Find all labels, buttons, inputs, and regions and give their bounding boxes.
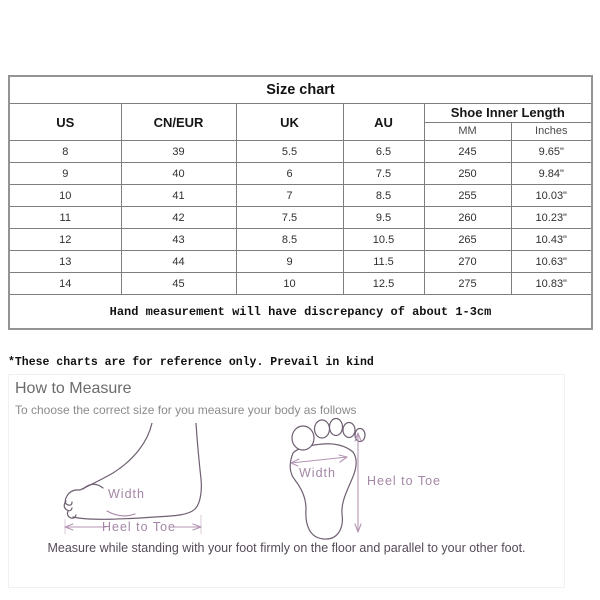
column-header-au: AU <box>343 104 424 141</box>
column-header-mm: MM <box>424 122 511 141</box>
table-cell: 9 <box>236 251 343 273</box>
table-cell: 44 <box>121 251 236 273</box>
table-note-row <box>9 295 592 330</box>
table-cell: 8.5 <box>343 185 424 207</box>
size-chart-title: Size chart <box>9 76 592 104</box>
table-cell: 10.83" <box>511 273 592 295</box>
table-cell: 9 <box>9 163 121 185</box>
table-cell: 14 <box>9 273 121 295</box>
size-chart-table <box>8 75 593 330</box>
table-cell: 7.5 <box>343 163 424 185</box>
table-cell: 45 <box>121 273 236 295</box>
table-cell: 10.63" <box>511 251 592 273</box>
table-cell: 265 <box>424 229 511 251</box>
table-cell: 11 <box>9 207 121 229</box>
heel-to-toe-label: Heel to Toe <box>101 520 177 534</box>
table-cell: 42 <box>121 207 236 229</box>
table-cell: 11.5 <box>343 251 424 273</box>
how-to-measure-subtitle: To choose the correct size for you measure your body as follows <box>15 403 357 417</box>
table-cell: 10 <box>236 273 343 295</box>
size-chart-section <box>8 75 591 330</box>
table-cell: 12.5 <box>343 273 424 295</box>
table-row <box>9 185 592 207</box>
table-cell: 39 <box>121 141 236 163</box>
table-title-row <box>9 76 592 104</box>
table-cell: 6.5 <box>343 141 424 163</box>
table-cell: 9.65" <box>511 141 592 163</box>
big-toe <box>292 426 314 450</box>
table-cell: 10.03" <box>511 185 592 207</box>
table-cell: 10.23" <box>511 207 592 229</box>
table-cell: 5.5 <box>236 141 343 163</box>
table-cell: 9.5 <box>343 207 424 229</box>
table-header-row <box>9 104 592 123</box>
side-foot-diagram <box>55 423 220 541</box>
reference-note: *These charts are for reference only. Prevail in kind <box>8 356 374 369</box>
table-cell: 8.5 <box>236 229 343 251</box>
width-label: Width <box>299 466 336 480</box>
column-header-uk: UK <box>236 104 343 141</box>
table-row <box>9 251 592 273</box>
toe <box>330 419 343 436</box>
toe <box>315 420 330 438</box>
table-cell: 10 <box>9 185 121 207</box>
table-cell: 10.5 <box>343 229 424 251</box>
table-cell: 13 <box>9 251 121 273</box>
table-cell: 8 <box>9 141 121 163</box>
table-cell: 12 <box>9 229 121 251</box>
table-cell: 270 <box>424 251 511 273</box>
table-cell: 250 <box>424 163 511 185</box>
table-cell: 275 <box>424 273 511 295</box>
toe <box>343 423 355 438</box>
table-row <box>9 163 592 185</box>
column-header-cneur: CN/EUR <box>121 104 236 141</box>
table-row <box>9 141 592 163</box>
column-header-inches: Inches <box>511 122 592 141</box>
table-row <box>9 273 592 295</box>
table-row <box>9 207 592 229</box>
how-to-measure-title: How to Measure <box>15 380 132 397</box>
heel-to-toe-label: Heel to Toe <box>367 474 442 488</box>
table-cell: 7.5 <box>236 207 343 229</box>
column-header-us: US <box>9 104 121 141</box>
table-cell: 260 <box>424 207 511 229</box>
footprint-diagram <box>283 417 443 552</box>
table-cell: 41 <box>121 185 236 207</box>
measure-footer-note: Measure while standing with your foot firmly on the floor and parallel to your other foot. <box>47 541 526 555</box>
table-cell: 43 <box>121 229 236 251</box>
table-row <box>9 229 592 251</box>
width-label: Width <box>108 487 145 501</box>
measurement-discrepancy-note: Hand measurement will have discrepancy of about 1-3cm <box>9 295 592 330</box>
table-cell: 6 <box>236 163 343 185</box>
column-group-shoe-inner-length: Shoe Inner Length <box>424 104 592 123</box>
table-cell: 255 <box>424 185 511 207</box>
table-cell: 10.43" <box>511 229 592 251</box>
table-cell: 7 <box>236 185 343 207</box>
table-cell: 245 <box>424 141 511 163</box>
table-cell: 9.84" <box>511 163 592 185</box>
table-cell: 40 <box>121 163 236 185</box>
